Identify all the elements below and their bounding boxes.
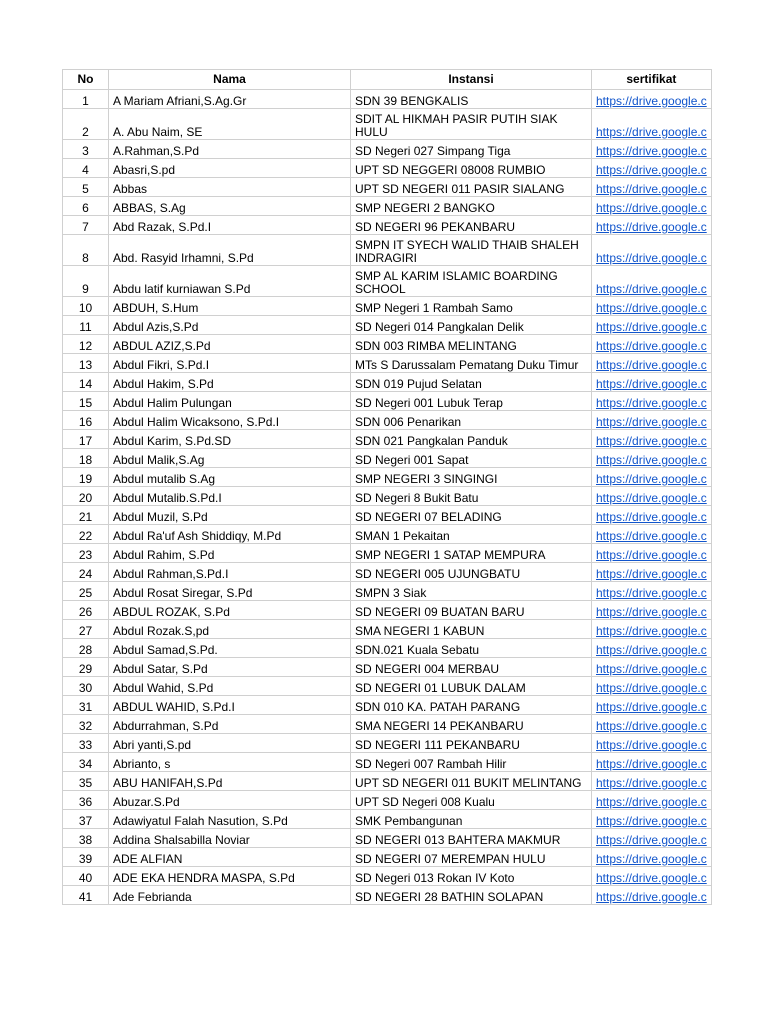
row-no-cell: 2 — [63, 109, 109, 140]
row-no-cell: 5 — [63, 178, 109, 197]
row-instansi-cell: SDN.021 Kuala Sebatu — [351, 639, 592, 658]
row-instansi-cell: SMP AL KARIM ISLAMIC BOARDING SCHOOL — [351, 266, 592, 297]
certificate-link[interactable]: https://drive.google.c — [596, 358, 707, 372]
row-sertifikat-cell — [592, 140, 712, 159]
row-instansi-cell: UPT SD NEGGERI 08008 RUMBIO — [351, 159, 592, 178]
row-instansi-cell: SDN 003 RIMBA MELINTANG — [351, 335, 592, 354]
row-instansi-cell: SMK Pembangunan — [351, 810, 592, 829]
table-row — [63, 335, 712, 354]
row-sertifikat-cell — [592, 266, 712, 297]
row-sertifikat-cell — [592, 354, 712, 373]
row-no-cell: 33 — [63, 734, 109, 753]
row-nama-cell: Adawiyatul Falah Nasution, S.Pd — [109, 810, 351, 829]
row-nama-cell: Abdul Halim Wicaksono, S.Pd.I — [109, 411, 351, 430]
row-nama-cell: Abdul Karim, S.Pd.SD — [109, 430, 351, 449]
row-nama-cell: ABU HANIFAH,S.Pd — [109, 772, 351, 791]
row-instansi-cell: SD Negeri 8 Bukit Batu — [351, 487, 592, 506]
table-row — [63, 216, 712, 235]
row-instansi-cell: SMAN 1 Pekaitan — [351, 525, 592, 544]
row-sertifikat-cell — [592, 772, 712, 791]
row-no-cell: 27 — [63, 620, 109, 639]
row-nama-cell: ABDUL ROZAK, S.Pd — [109, 601, 351, 620]
row-nama-cell: Abuzar.S.Pd — [109, 791, 351, 810]
table-row — [63, 772, 712, 791]
row-no-cell: 21 — [63, 506, 109, 525]
row-sertifikat-cell — [592, 677, 712, 696]
row-no-cell: 9 — [63, 266, 109, 297]
row-sertifikat-cell — [592, 335, 712, 354]
table-row — [63, 449, 712, 468]
certificate-link[interactable]: https://drive.google.c — [596, 624, 707, 638]
row-nama-cell: A.Rahman,S.Pd — [109, 140, 351, 159]
certificate-link[interactable]: https://drive.google.c — [596, 320, 707, 334]
row-instansi-cell: SD NEGERI 28 BATHIN SOLAPAN — [351, 886, 592, 905]
row-instansi-cell: SD NEGERI 013 BAHTERA MAKMUR — [351, 829, 592, 848]
row-instansi-cell: SD NEGERI 07 MEREMPAN HULU — [351, 848, 592, 867]
certificate-link[interactable]: https://drive.google.c — [596, 510, 707, 524]
table-row — [63, 677, 712, 696]
row-nama-cell: Abd. Rasyid Irhamni, S.Pd — [109, 235, 351, 266]
row-instansi-cell: SMPN 3 Siak — [351, 582, 592, 601]
row-no-cell: 40 — [63, 867, 109, 886]
row-no-cell: 37 — [63, 810, 109, 829]
row-sertifikat-cell — [592, 715, 712, 734]
certificate-link[interactable]: https://drive.google.c — [596, 453, 707, 467]
row-sertifikat-cell — [592, 90, 712, 109]
row-instansi-cell: UPT SD NEGERI 011 BUKIT MELINTANG — [351, 772, 592, 791]
row-nama-cell: Abdul Mutalib.S.Pd.I — [109, 487, 351, 506]
table-row — [63, 373, 712, 392]
header-instansi: Instansi — [351, 70, 592, 90]
table-row — [63, 316, 712, 335]
row-sertifikat-cell — [592, 658, 712, 677]
table-row — [63, 506, 712, 525]
row-instansi-cell: SMA NEGERI 14 PEKANBARU — [351, 715, 592, 734]
row-nama-cell: Abdurrahman, S.Pd — [109, 715, 351, 734]
row-sertifikat-cell — [592, 639, 712, 658]
row-no-cell: 35 — [63, 772, 109, 791]
row-no-cell: 7 — [63, 216, 109, 235]
table-row — [63, 810, 712, 829]
row-instansi-cell: SMP NEGERI 1 SATAP MEMPURA — [351, 544, 592, 563]
row-no-cell: 8 — [63, 235, 109, 266]
table-row — [63, 601, 712, 620]
certificate-link[interactable]: https://drive.google.c — [596, 144, 707, 158]
row-no-cell: 22 — [63, 525, 109, 544]
row-nama-cell: Abdul Rosat Siregar, S.Pd — [109, 582, 351, 601]
row-no-cell: 19 — [63, 468, 109, 487]
table-row — [63, 639, 712, 658]
row-nama-cell: ABDUL AZIZ,S.Pd — [109, 335, 351, 354]
row-sertifikat-cell — [592, 178, 712, 197]
participants-table — [62, 69, 712, 905]
row-instansi-cell: SDN 39 BENGKALIS — [351, 90, 592, 109]
certificate-link[interactable]: https://drive.google.c — [596, 681, 707, 695]
row-nama-cell: Abdul Azis,S.Pd — [109, 316, 351, 335]
certificate-link[interactable]: https://drive.google.c — [596, 871, 707, 885]
certificate-link[interactable]: https://drive.google.c — [596, 643, 707, 657]
row-nama-cell: Abdul Halim Pulungan — [109, 392, 351, 411]
table-row — [63, 791, 712, 810]
row-sertifikat-cell — [592, 525, 712, 544]
certificate-link[interactable]: https://drive.google.c — [596, 529, 707, 543]
certificate-link[interactable]: https://drive.google.c — [596, 776, 707, 790]
row-nama-cell: A. Abu Naim, SE — [109, 109, 351, 140]
row-nama-cell: Abdul Rahman,S.Pd.I — [109, 563, 351, 582]
row-instansi-cell: SD NEGERI 004 MERBAU — [351, 658, 592, 677]
certificate-link[interactable]: https://drive.google.c — [596, 94, 707, 108]
row-sertifikat-cell — [592, 216, 712, 235]
table-row — [63, 620, 712, 639]
certificate-link[interactable]: https://drive.google.c — [596, 201, 707, 215]
table-row — [63, 886, 712, 905]
row-nama-cell: Abbas — [109, 178, 351, 197]
header-no: No — [63, 70, 109, 90]
row-sertifikat-cell — [592, 620, 712, 639]
row-instansi-cell: SD Negeri 001 Sapat — [351, 449, 592, 468]
row-instansi-cell: SMP NEGERI 3 SINGINGI — [351, 468, 592, 487]
row-instansi-cell: SD NEGERI 09 BUATAN BARU — [351, 601, 592, 620]
row-instansi-cell: SDN 019 Pujud Selatan — [351, 373, 592, 392]
row-nama-cell: Ade Febrianda — [109, 886, 351, 905]
row-no-cell: 6 — [63, 197, 109, 216]
row-no-cell: 34 — [63, 753, 109, 772]
certificate-link[interactable]: https://drive.google.c — [596, 700, 707, 714]
row-sertifikat-cell — [592, 316, 712, 335]
certificate-link[interactable]: https://drive.google.c — [596, 396, 707, 410]
row-sertifikat-cell — [592, 430, 712, 449]
row-sertifikat-cell — [592, 848, 712, 867]
row-instansi-cell: MTs S Darussalam Pematang Duku Timur — [351, 354, 592, 373]
row-nama-cell: Abdul Satar, S.Pd — [109, 658, 351, 677]
row-sertifikat-cell — [592, 449, 712, 468]
row-no-cell: 18 — [63, 449, 109, 468]
row-instansi-cell: SD Negeri 027 Simpang Tiga — [351, 140, 592, 159]
certificate-link[interactable]: https://drive.google.c — [596, 282, 707, 296]
row-sertifikat-cell — [592, 235, 712, 266]
table-row — [63, 392, 712, 411]
row-sertifikat-cell — [592, 734, 712, 753]
table-row — [63, 90, 712, 109]
table-row — [63, 563, 712, 582]
row-no-cell: 39 — [63, 848, 109, 867]
row-no-cell: 16 — [63, 411, 109, 430]
certificate-link[interactable]: https://drive.google.c — [596, 567, 707, 581]
certificate-link[interactable]: https://drive.google.c — [596, 415, 707, 429]
certificate-link[interactable]: https://drive.google.c — [596, 251, 707, 265]
row-no-cell: 28 — [63, 639, 109, 658]
row-nama-cell: Abdul mutalib S.Ag — [109, 468, 351, 487]
certificate-link[interactable]: https://drive.google.c — [596, 163, 707, 177]
certificate-link[interactable]: https://drive.google.c — [596, 833, 707, 847]
table-row — [63, 867, 712, 886]
row-sertifikat-cell — [592, 392, 712, 411]
row-instansi-cell: SDIT AL HIKMAH PASIR PUTIH SIAK HULU — [351, 109, 592, 140]
row-sertifikat-cell — [592, 109, 712, 140]
row-instansi-cell: SD NEGERI 111 PEKANBARU — [351, 734, 592, 753]
certificate-link[interactable]: https://drive.google.c — [596, 586, 707, 600]
row-instansi-cell: SD NEGERI 96 PEKANBARU — [351, 216, 592, 235]
table-row — [63, 430, 712, 449]
row-sertifikat-cell — [592, 753, 712, 772]
row-instansi-cell: SD Negeri 013 Rokan IV Koto — [351, 867, 592, 886]
row-nama-cell: ABDUH, S.Hum — [109, 297, 351, 316]
row-no-cell: 25 — [63, 582, 109, 601]
table-row — [63, 753, 712, 772]
row-no-cell: 41 — [63, 886, 109, 905]
row-sertifikat-cell — [592, 468, 712, 487]
row-instansi-cell: SMPN IT SYECH WALID THAIB SHALEH INDRAGIRI — [351, 235, 592, 266]
row-sertifikat-cell — [592, 159, 712, 178]
certificate-link[interactable]: https://drive.google.c — [596, 852, 707, 866]
row-nama-cell: Abdul Ra'uf Ash Shiddiqy, M.Pd — [109, 525, 351, 544]
row-instansi-cell: SDN 021 Pangkalan Panduk — [351, 430, 592, 449]
row-no-cell: 15 — [63, 392, 109, 411]
row-nama-cell: Abri yanti,S.pd — [109, 734, 351, 753]
row-nama-cell: Abdul Malik,S.Ag — [109, 449, 351, 468]
row-sertifikat-cell — [592, 867, 712, 886]
row-instansi-cell: SD NEGERI 005 UJUNGBATU — [351, 563, 592, 582]
table-row — [63, 411, 712, 430]
certificate-link[interactable]: https://drive.google.c — [596, 220, 707, 234]
row-sertifikat-cell — [592, 197, 712, 216]
certificate-link[interactable]: https://drive.google.c — [596, 125, 707, 139]
row-sertifikat-cell — [592, 791, 712, 810]
certificate-link[interactable]: https://drive.google.c — [596, 472, 707, 486]
table-row — [63, 178, 712, 197]
row-instansi-cell: UPT SD NEGERI 011 PASIR SIALANG — [351, 178, 592, 197]
row-no-cell: 10 — [63, 297, 109, 316]
row-no-cell: 1 — [63, 90, 109, 109]
table-row — [63, 525, 712, 544]
row-nama-cell: ADE ALFIAN — [109, 848, 351, 867]
row-sertifikat-cell — [592, 411, 712, 430]
row-nama-cell: ABBAS, S.Ag — [109, 197, 351, 216]
row-instansi-cell: SMP Negeri 1 Rambah Samo — [351, 297, 592, 316]
row-instansi-cell: SD NEGERI 07 BELADING — [351, 506, 592, 525]
row-no-cell: 26 — [63, 601, 109, 620]
row-no-cell: 4 — [63, 159, 109, 178]
row-nama-cell: Abdul Fikri, S.Pd.I — [109, 354, 351, 373]
row-no-cell: 20 — [63, 487, 109, 506]
certificate-link[interactable]: https://drive.google.c — [596, 434, 707, 448]
header-row — [63, 70, 712, 90]
row-no-cell: 36 — [63, 791, 109, 810]
certificate-link[interactable]: https://drive.google.c — [596, 757, 707, 771]
row-instansi-cell: UPT SD Negeri 008 Kualu — [351, 791, 592, 810]
row-no-cell: 17 — [63, 430, 109, 449]
row-sertifikat-cell — [592, 563, 712, 582]
row-instansi-cell: SD NEGERI 01 LUBUK DALAM — [351, 677, 592, 696]
table-row — [63, 297, 712, 316]
row-nama-cell: Abdul Rozak.S,pd — [109, 620, 351, 639]
row-sertifikat-cell — [592, 886, 712, 905]
row-nama-cell: Addina Shalsabilla Noviar — [109, 829, 351, 848]
row-nama-cell: A Mariam Afriani,S.Ag.Gr — [109, 90, 351, 109]
table-row — [63, 848, 712, 867]
certificate-link[interactable]: https://drive.google.c — [596, 738, 707, 752]
certificate-link[interactable]: https://drive.google.c — [596, 719, 707, 733]
row-nama-cell: ADE EKA HENDRA MASPA, S.Pd — [109, 867, 351, 886]
row-no-cell: 12 — [63, 335, 109, 354]
row-sertifikat-cell — [592, 487, 712, 506]
row-no-cell: 11 — [63, 316, 109, 335]
certificate-link[interactable]: https://drive.google.c — [596, 890, 707, 904]
certificate-link[interactable]: https://drive.google.c — [596, 491, 707, 505]
row-no-cell: 3 — [63, 140, 109, 159]
row-nama-cell: Abdul Muzil, S.Pd — [109, 506, 351, 525]
row-nama-cell: Abrianto, s — [109, 753, 351, 772]
row-sertifikat-cell — [592, 601, 712, 620]
row-instansi-cell: SD Negeri 001 Lubuk Terap — [351, 392, 592, 411]
table-row — [63, 734, 712, 753]
row-sertifikat-cell — [592, 696, 712, 715]
row-sertifikat-cell — [592, 297, 712, 316]
table-row — [63, 197, 712, 216]
row-no-cell: 30 — [63, 677, 109, 696]
row-sertifikat-cell — [592, 810, 712, 829]
table-row — [63, 266, 712, 297]
table-row — [63, 715, 712, 734]
certificate-link[interactable]: https://drive.google.c — [596, 182, 707, 196]
table-row — [63, 544, 712, 563]
table-row — [63, 829, 712, 848]
row-no-cell: 38 — [63, 829, 109, 848]
table-row — [63, 159, 712, 178]
row-no-cell: 23 — [63, 544, 109, 563]
row-instansi-cell: SDN 010 KA. PATAH PARANG — [351, 696, 592, 715]
table-row — [63, 109, 712, 140]
row-sertifikat-cell — [592, 544, 712, 563]
row-nama-cell: Abdul Rahim, S.Pd — [109, 544, 351, 563]
row-sertifikat-cell — [592, 373, 712, 392]
certificate-link[interactable]: https://drive.google.c — [596, 548, 707, 562]
certificate-link[interactable]: https://drive.google.c — [596, 814, 707, 828]
table-body — [63, 90, 712, 905]
certificate-link[interactable]: https://drive.google.c — [596, 377, 707, 391]
certificate-link[interactable]: https://drive.google.c — [596, 339, 707, 353]
table-row — [63, 468, 712, 487]
header-sertifikat: sertifikat — [592, 70, 712, 90]
row-nama-cell: Abasri,S.pd — [109, 159, 351, 178]
row-no-cell: 14 — [63, 373, 109, 392]
table-row — [63, 658, 712, 677]
row-nama-cell: Abdul Wahid, S.Pd — [109, 677, 351, 696]
row-nama-cell: Abdul Hakim, S.Pd — [109, 373, 351, 392]
certificate-link[interactable]: https://drive.google.c — [596, 795, 707, 809]
table-row — [63, 140, 712, 159]
certificate-link[interactable]: https://drive.google.c — [596, 301, 707, 315]
table-row — [63, 487, 712, 506]
header-nama: Nama — [109, 70, 351, 90]
table-row — [63, 582, 712, 601]
row-sertifikat-cell — [592, 829, 712, 848]
row-instansi-cell: SD Negeri 014 Pangkalan Delik — [351, 316, 592, 335]
table-row — [63, 696, 712, 715]
table-row — [63, 354, 712, 373]
row-sertifikat-cell — [592, 582, 712, 601]
row-no-cell: 24 — [63, 563, 109, 582]
row-sertifikat-cell — [592, 506, 712, 525]
certificate-link[interactable]: https://drive.google.c — [596, 662, 707, 676]
row-instansi-cell: SMA NEGERI 1 KABUN — [351, 620, 592, 639]
row-nama-cell: ABDUL WAHID, S.Pd.I — [109, 696, 351, 715]
row-no-cell: 32 — [63, 715, 109, 734]
row-instansi-cell: SD Negeri 007 Rambah Hilir — [351, 753, 592, 772]
row-nama-cell: Abd Razak, S.Pd.I — [109, 216, 351, 235]
row-instansi-cell: SDN 006 Penarikan — [351, 411, 592, 430]
table-row — [63, 235, 712, 266]
certificate-link[interactable]: https://drive.google.c — [596, 605, 707, 619]
row-no-cell: 13 — [63, 354, 109, 373]
row-no-cell: 31 — [63, 696, 109, 715]
row-no-cell: 29 — [63, 658, 109, 677]
row-nama-cell: Abdu latif kurniawan S.Pd — [109, 266, 351, 297]
row-instansi-cell: SMP NEGERI 2 BANGKO — [351, 197, 592, 216]
row-nama-cell: Abdul Samad,S.Pd. — [109, 639, 351, 658]
